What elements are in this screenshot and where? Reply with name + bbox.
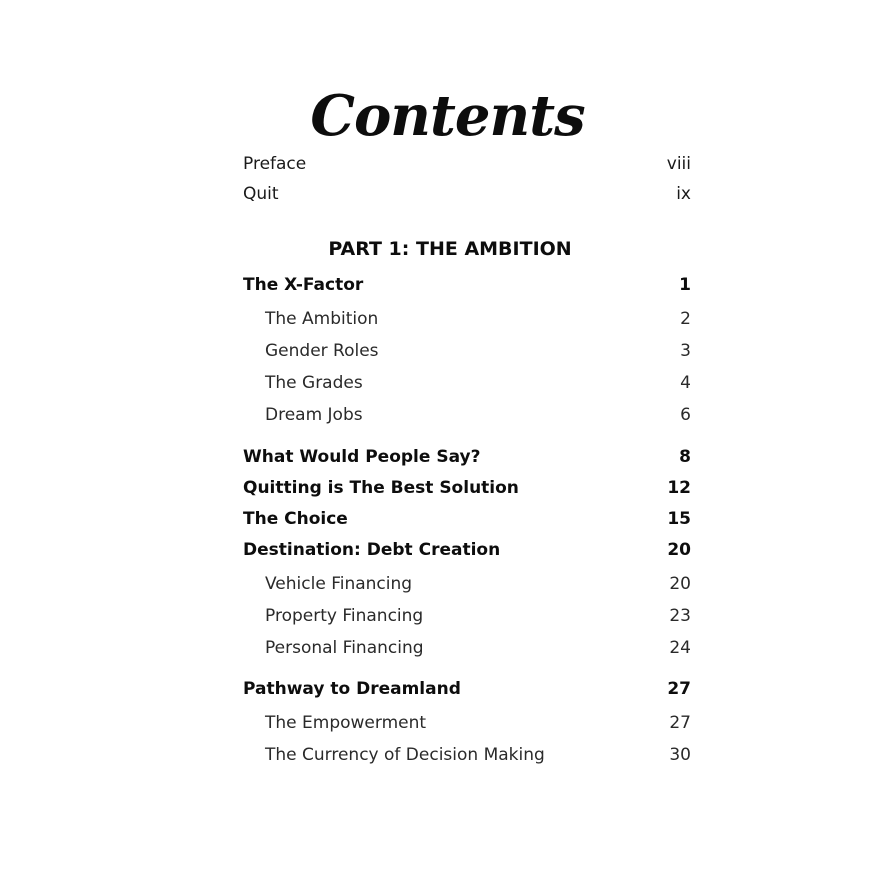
toc-section[interactable] xyxy=(265,404,691,426)
chapter-label: Quitting is The Best Solution xyxy=(243,478,519,498)
section-label: The Ambition xyxy=(265,309,379,329)
toc-section[interactable] xyxy=(265,308,691,330)
section-page: 27 xyxy=(669,713,691,733)
section-page: 6 xyxy=(680,405,691,425)
chapter-page: 20 xyxy=(667,540,691,560)
chapter-label: Pathway to Dreamland xyxy=(243,679,461,699)
section-label: Vehicle Financing xyxy=(265,574,413,594)
toc-section[interactable] xyxy=(265,372,691,394)
section-page: 30 xyxy=(669,745,691,765)
section-label: Personal Financing xyxy=(265,638,424,658)
toc-entry-preface[interactable] xyxy=(243,153,691,175)
toc-chapter[interactable] xyxy=(243,678,691,700)
toc-section[interactable] xyxy=(265,744,691,766)
toc-section[interactable] xyxy=(265,605,691,627)
chapter-page: 1 xyxy=(679,275,691,295)
chapter-page: 8 xyxy=(679,447,691,467)
chapter-page: 15 xyxy=(667,509,691,529)
entry-page: viii xyxy=(666,154,691,174)
chapter-label: What Would People Say? xyxy=(243,447,481,467)
toc-chapter[interactable] xyxy=(243,274,691,296)
entry-label: Preface xyxy=(243,154,307,174)
entry-page: ix xyxy=(676,184,691,204)
section-label: Dream Jobs xyxy=(265,405,363,425)
section-label: Gender Roles xyxy=(265,341,379,361)
section-page: 23 xyxy=(669,606,691,626)
toc-chapter[interactable] xyxy=(243,539,691,561)
section-label: The Currency of Decision Making xyxy=(265,745,545,765)
toc-chapter[interactable] xyxy=(243,477,691,499)
part-heading: PART 1: THE AMBITION xyxy=(328,238,572,260)
toc-section[interactable] xyxy=(265,573,691,595)
section-page: 24 xyxy=(669,638,691,658)
toc-section[interactable] xyxy=(265,712,691,734)
toc-chapter[interactable] xyxy=(243,446,691,468)
chapter-label: The X-Factor xyxy=(243,275,364,295)
section-label: Property Financing xyxy=(265,606,424,626)
toc-chapter[interactable] xyxy=(243,508,691,530)
section-page: 4 xyxy=(680,373,691,393)
section-page: 2 xyxy=(680,309,691,329)
chapter-label: The Choice xyxy=(243,509,348,529)
section-label: The Grades xyxy=(265,373,363,393)
toc-section[interactable] xyxy=(265,340,691,362)
chapter-label: Destination: Debt Creation xyxy=(243,540,501,560)
chapter-page: 27 xyxy=(667,679,691,699)
section-page: 20 xyxy=(669,574,691,594)
entry-label: Quit xyxy=(243,184,279,204)
toc-section[interactable] xyxy=(265,637,691,659)
page-title: Contents xyxy=(310,83,585,149)
section-label: The Empowerment xyxy=(265,713,427,733)
chapter-page: 12 xyxy=(667,478,691,498)
section-page: 3 xyxy=(680,341,691,361)
toc-entry-quit[interactable] xyxy=(243,183,691,205)
